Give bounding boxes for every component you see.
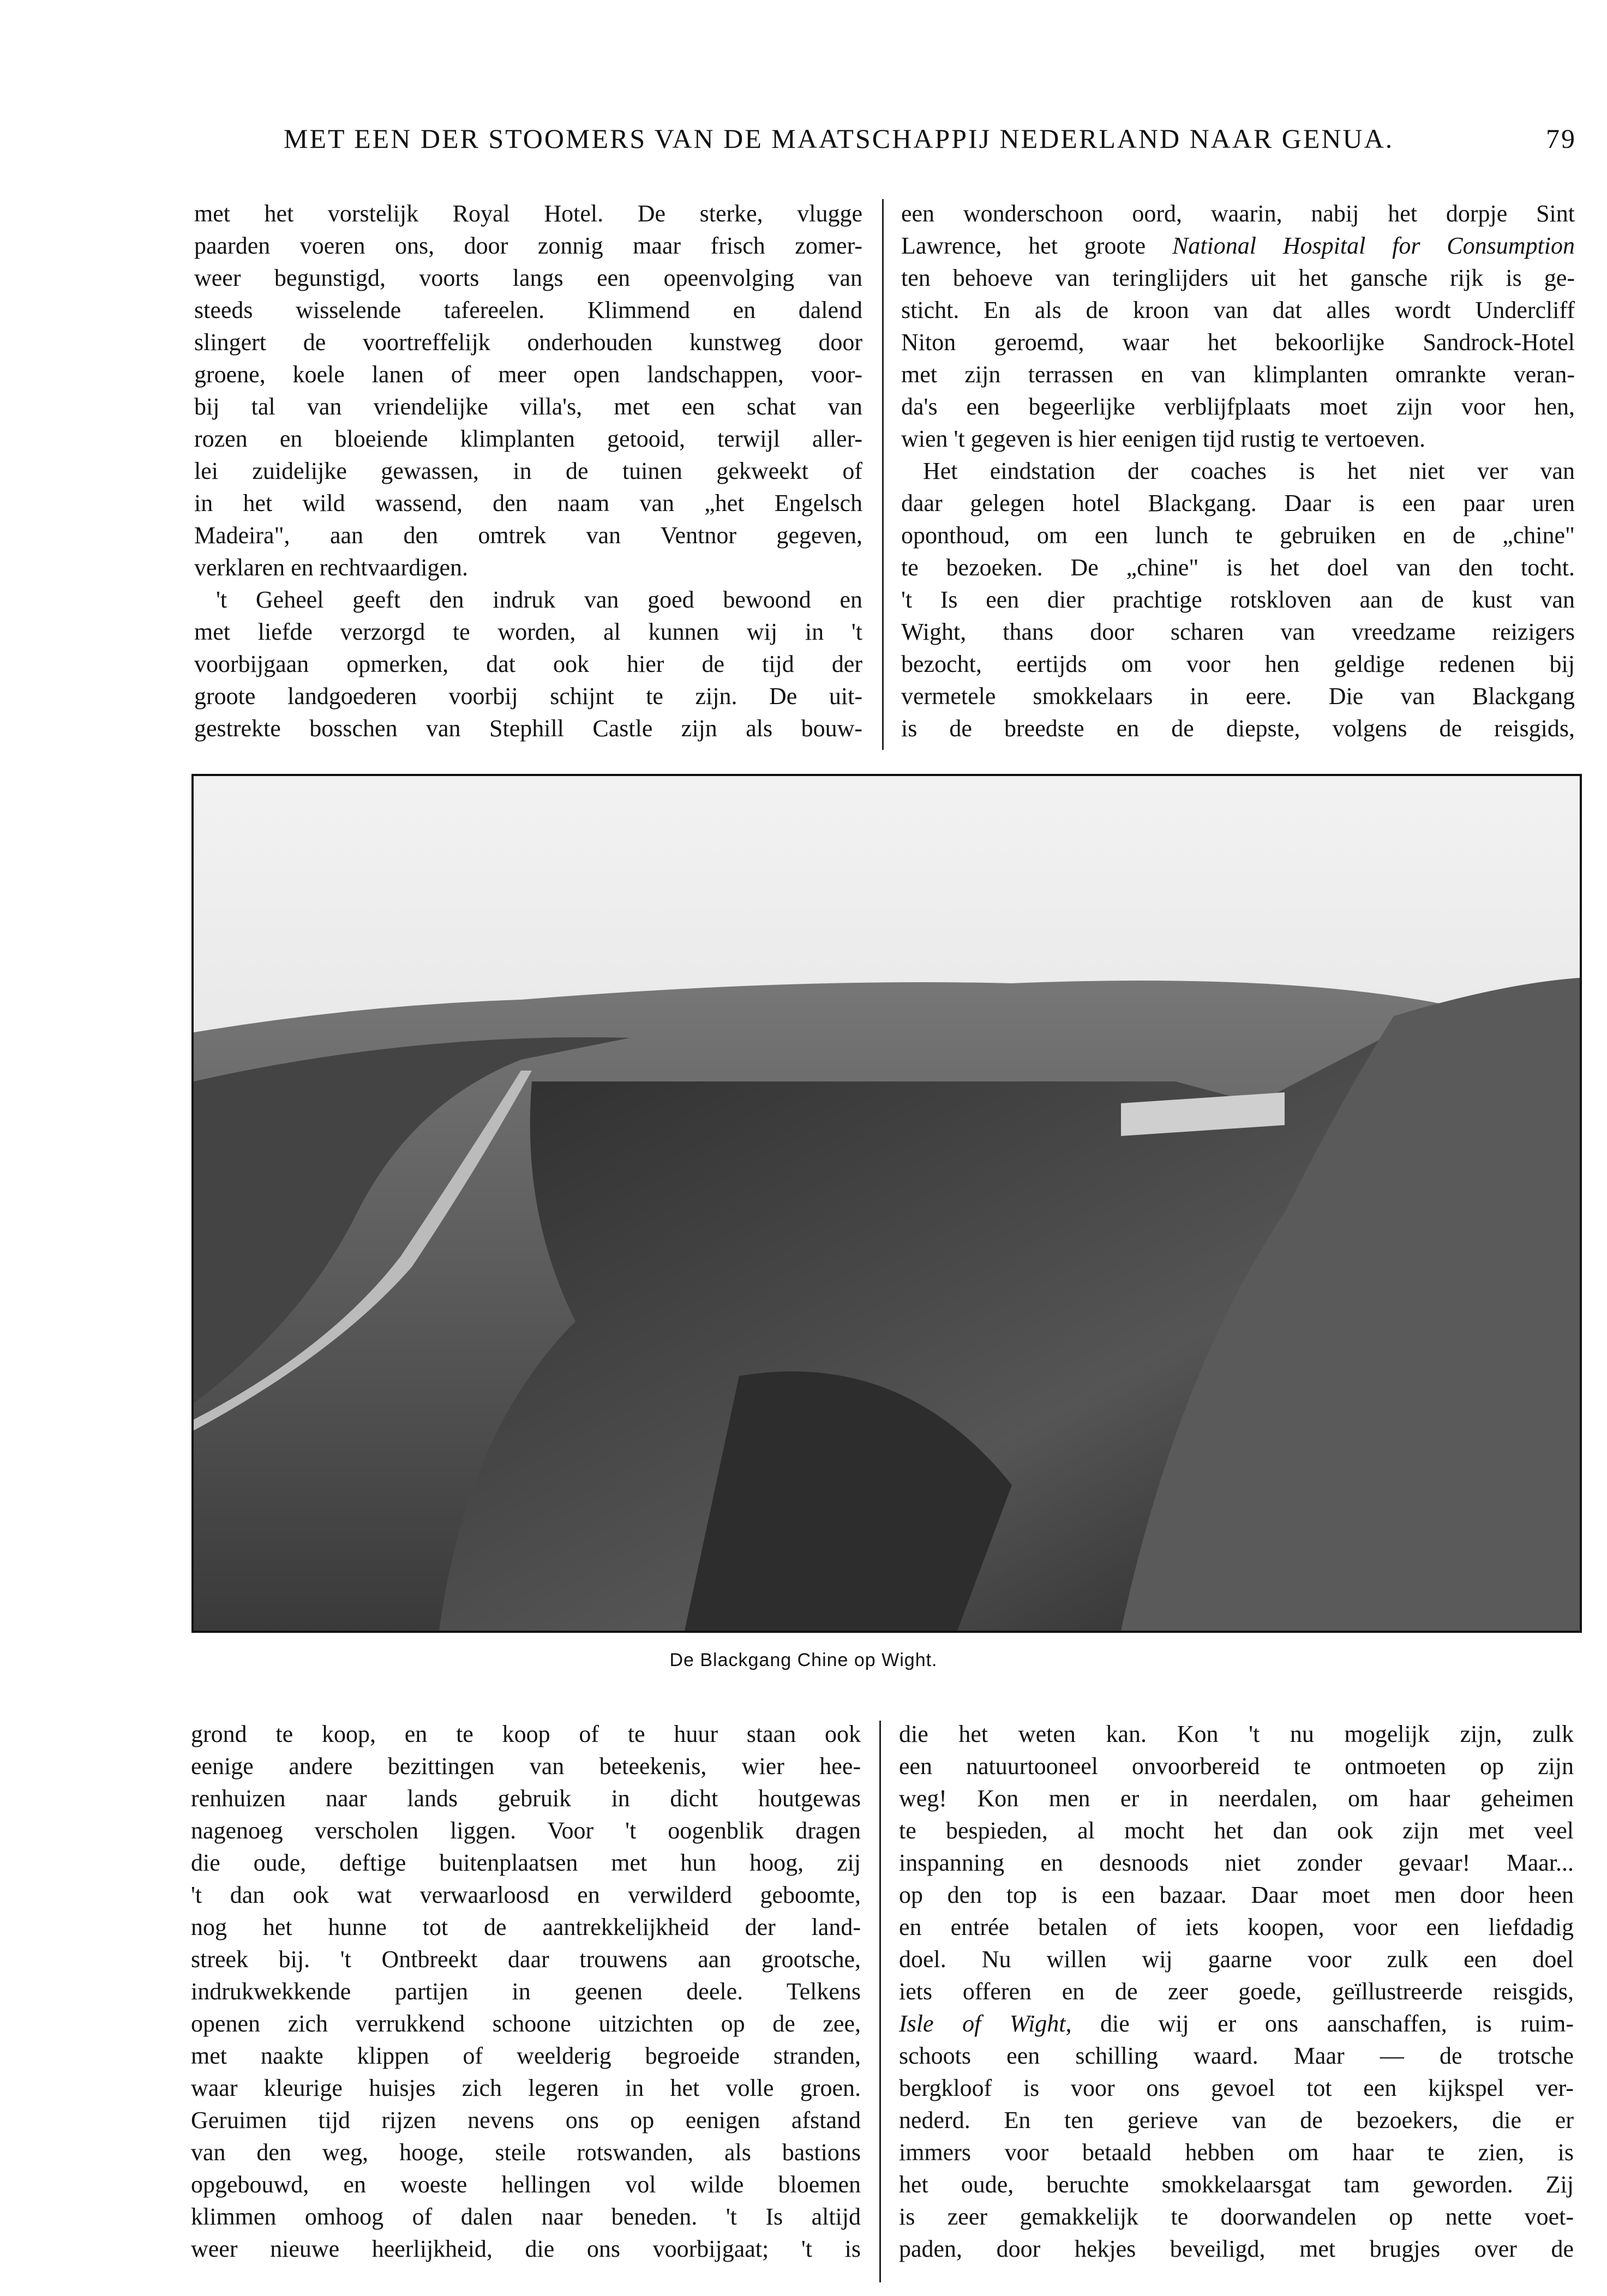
text-line: eenige andere bezittingen van beteekenis, wier hee- xyxy=(191,1753,861,1780)
text-line: steeds wisselende tafereelen. Klimmend en dalend xyxy=(194,297,862,323)
text-line: en entrée betalen of iets koopen, voor een liefdadig xyxy=(899,1914,1574,1940)
text-line: sticht. En als de kroon van dat alles wordt Undercliff xyxy=(901,297,1575,323)
text-line: opgebouwd, en woeste hellingen vol wilde bloemen xyxy=(191,2171,861,2198)
text-line: nagenoeg verscholen liggen. Voor 't oogenblik dragen xyxy=(191,1817,861,1844)
text-line: doel. Nu willen wij gaarne voor zulk een doel xyxy=(899,1946,1574,1973)
text-line: renhuizen naar lands gebruik in dicht houtgewas xyxy=(191,1785,861,1812)
text-line: immers voor betaald hebben om haar te zien, is xyxy=(899,2139,1574,2166)
text-line: 't Geheel geeft den indruk van goed bewoond en xyxy=(216,586,862,613)
text-line: 't dan ook wat verwaarloosd en verwilderd geboomte, xyxy=(191,1882,861,1908)
text-span: Lawrence, het groote xyxy=(901,232,1172,259)
text-line: in het wild wassend, den naam van „het Engelsch xyxy=(194,490,862,516)
text-line: een wonderschoon oord, waarin, nabij het dorpje Sint xyxy=(901,200,1575,227)
text-line: iets offeren en de zeer goede, geïllustreerde reisgids, xyxy=(899,1978,1574,2005)
column-divider-top xyxy=(882,199,884,750)
text-line xyxy=(901,230,1575,262)
text-line: is de breedste en de diepste, volgens de reisgids, xyxy=(901,715,1575,742)
text-line: openen zich verrukkend schoone uitzichten op de zee, xyxy=(191,2010,861,2037)
text-line: daar gelegen hotel Blackgang. Daar is een paar uren xyxy=(901,490,1575,516)
text-line: groene, koele lanen of meer open landschappen, voor- xyxy=(194,361,862,388)
text-line: indrukwekkende partijen in geenen deele. Telkens xyxy=(191,1978,861,2005)
header-title: MET EEN DER STOOMERS VAN DE MAATSCHAPPIJ NEDERLAND NAAR GENUA. xyxy=(284,123,1394,154)
text-line: te bespieden, al mocht het dan ook zijn met veel xyxy=(899,1817,1574,1844)
text-line: streek bij. 't Ontbreekt daar trouwens aan grootsche, xyxy=(191,1946,861,1973)
bottom-left-column xyxy=(191,1718,861,2265)
text-line: oponthoud, om een lunch te gebruiken en de „chine" xyxy=(901,522,1575,549)
text-line: rozen en bloeiende klimplanten getooid, terwijl aller- xyxy=(194,425,862,452)
text-line: met liefde verzorgd te worden, al kunnen wij in 't xyxy=(194,618,862,645)
text-line xyxy=(899,2008,1574,2040)
text-line: gestrekte bosschen van Stephill Castle zijn als bouw- xyxy=(194,715,862,742)
text-line: wien 't gegeven is hier eenigen tijd rustig te vertoeven. xyxy=(901,425,1425,452)
photograph-blackgang-chine xyxy=(191,774,1582,1633)
text-line: schoots een schilling waard. Maar — de trotsche xyxy=(899,2042,1574,2069)
text-line: met het vorstelijk Royal Hotel. De sterke, vlugge xyxy=(194,200,862,227)
running-header xyxy=(284,123,1576,161)
text-line: het oude, beruchte smokkelaarsgat tam geworden. Zij xyxy=(899,2171,1574,2198)
top-right-column xyxy=(901,197,1575,744)
text-line: klimmen omhoog of dalen naar beneden. 't Is altijd xyxy=(191,2203,861,2230)
text-line: Madeira", aan den omtrek van Ventnor gegeven, xyxy=(194,522,862,549)
column-divider-bottom xyxy=(879,1721,881,2282)
text-line: grond te koop, en te koop of te huur staan ook xyxy=(191,1721,861,1747)
bottom-right-column xyxy=(899,1718,1574,2265)
text-line: voorbijgaan opmerken, dat ook hier de tijd der xyxy=(194,651,862,677)
text-line: ten behoeve van teringlijders uit het gansche rijk is ge- xyxy=(901,265,1575,291)
italic-title: National Hospital for Consumption xyxy=(1172,232,1575,259)
text-line: Niton geroemd, waar het bekoorlijke Sandrock-Hotel xyxy=(901,329,1575,356)
text-line: weer begunstigd, voorts langs een opeenvolging van xyxy=(194,265,862,291)
text-line: Geruimen tijd rijzen nevens ons op eenigen afstand xyxy=(191,2107,861,2133)
text-line: met naakte klippen of weelderig begroeide stranden, xyxy=(191,2042,861,2069)
page-number: 79 xyxy=(1546,123,1576,154)
text-line: nederd. En ten gerieve van de bezoekers, die er xyxy=(899,2107,1574,2133)
text-line: op den top is een bazaar. Daar moet men door heen xyxy=(899,1882,1574,1908)
text-line: nog het hunne tot de aantrekkelijkheid der land- xyxy=(191,1914,861,1940)
text-line: van den weg, hooge, steile rotswanden, als bastions xyxy=(191,2139,861,2166)
text-line: lei zuidelijke gewassen, in de tuinen gekweekt of xyxy=(194,458,862,484)
photo-caption: De Blackgang Chine op Wight. xyxy=(669,1650,938,1670)
text-line: Het eindstation der coaches is het niet ver van xyxy=(923,458,1575,484)
text-line: inspanning en desnoods niet zonder gevaar! Maar... xyxy=(899,1849,1574,1876)
text-line: slingert de voortreffelijk onderhouden kunstweg door xyxy=(194,329,862,356)
photo-illustration xyxy=(194,776,1580,1631)
text-line: 't Is een dier prachtige rotskloven aan de kust van xyxy=(901,586,1575,613)
text-line: bij tal van vriendelijke villa's, met een schat van xyxy=(194,393,862,420)
text-line: weer nieuwe heerlijkheid, die ons voorbijgaat; 't is xyxy=(191,2235,861,2262)
text-line: bergkloof is voor ons gevoel tot een kijkspel ver- xyxy=(899,2075,1574,2101)
italic-title: Isle of Wight xyxy=(899,2010,1066,2037)
text-line: waar kleurige huisjes zich legeren in het volle groen. xyxy=(191,2075,861,2101)
text-line: vermetele smokkelaars in eere. Die van Blackgang xyxy=(901,683,1575,710)
text-line: die oude, deftige buitenplaatsen met hun hoog, zij xyxy=(191,1849,861,1876)
text-line: een natuurtooneel onvoorbereid te ontmoeten op zijn xyxy=(899,1753,1574,1780)
text-line: bezocht, eertijds om voor hen geldige redenen bij xyxy=(901,651,1575,677)
text-line: paarden voeren ons, door zonnig maar frisch zomer- xyxy=(194,232,862,259)
text-line: weg! Kon men er in neerdalen, om haar geheimen xyxy=(899,1785,1574,1812)
text-line: verklaren en rechtvaardigen. xyxy=(194,554,469,581)
text-line: te bezoeken. De „chine" is het doel van den tocht. xyxy=(901,554,1575,581)
text-span: , die wij er ons aanschaffen, is ruim- xyxy=(1065,2010,1574,2037)
text-line: die het weten kan. Kon 't nu mogelijk zijn, zulk xyxy=(899,1721,1574,1747)
top-left-column xyxy=(194,197,862,744)
text-line: is zeer gemakkelijk te doorwandelen op nette voet- xyxy=(899,2203,1574,2230)
text-line: da's een begeerlijke verblijfplaats moet zijn voor hen, xyxy=(901,393,1575,420)
text-line: groote landgoederen voorbij schijnt te zijn. De uit- xyxy=(194,683,862,710)
text-line: Wight, thans door scharen van vreedzame reizigers xyxy=(901,618,1575,645)
text-line: paden, door hekjes beveiligd, met brugjes over de xyxy=(899,2235,1574,2262)
text-line: met zijn terrassen en van klimplanten omrankte veran- xyxy=(901,361,1575,388)
